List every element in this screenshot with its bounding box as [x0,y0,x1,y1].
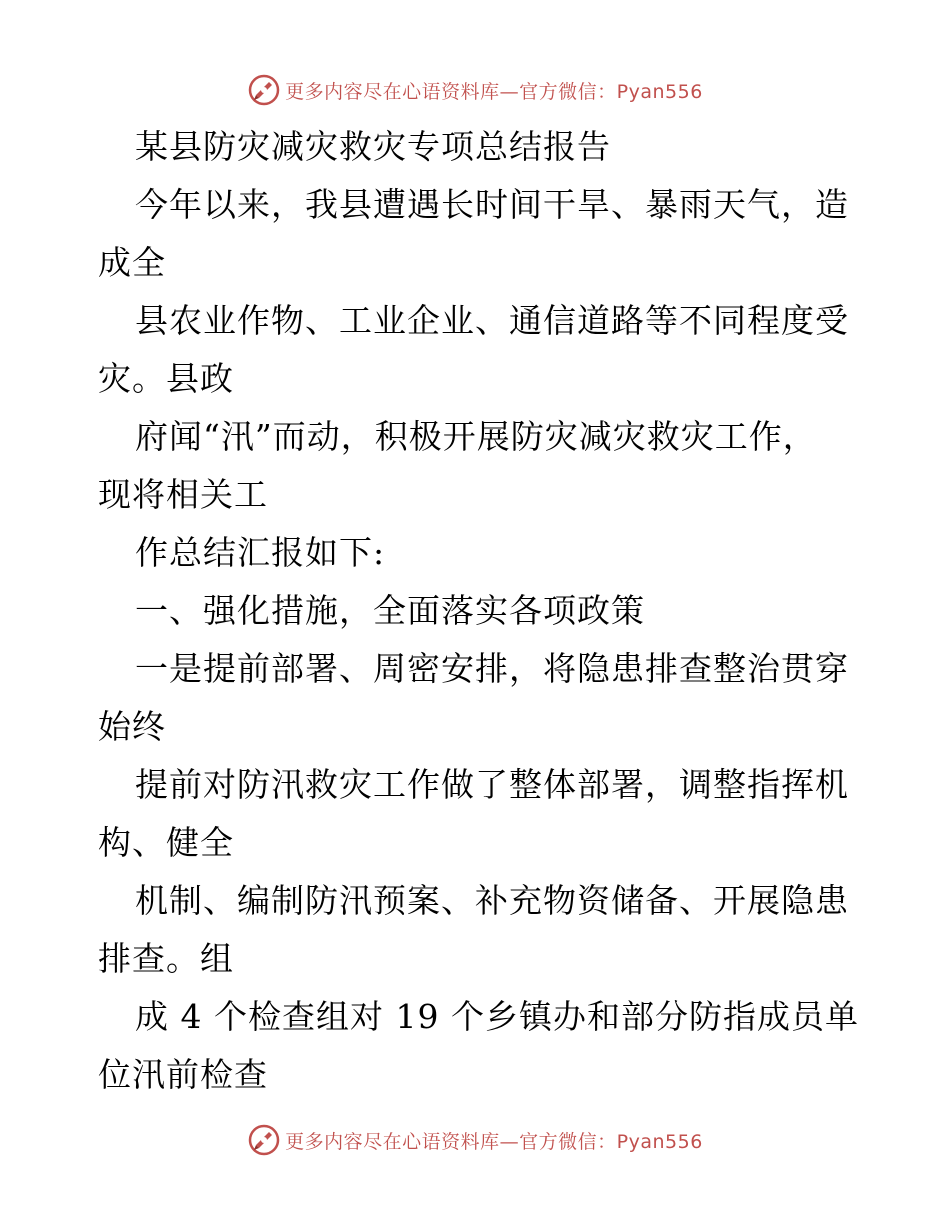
footer-watermark [0,1120,950,1160]
document-line: 灾。县政 [98,359,234,398]
document-line: 作总结汇报如下: [135,533,386,572]
document-line: 提前对防汛救灾工作做了整体部署，调整指挥机 [135,765,849,804]
document-line: 成 4 个检查组对 19 个乡镇办和部分防指成员单 [135,997,859,1036]
seal-logo-icon [247,1123,281,1157]
seal-logo-icon [247,73,281,107]
document-line: 机制、编制防汛预案、补充物资储备、开展隐患 [135,881,849,920]
document-line: 府闻“汛”而动，积极开展防灾减灾救灾工作， [135,417,817,456]
document-line: 今年以来，我县遭遇长时间干旱、暴雨天气，造 [135,185,849,224]
document-line: 县农业作物、工业企业、通信道路等不同程度受 [135,301,849,340]
document-line: 某县防灾减灾救灾专项总结报告 [135,127,611,166]
document-line: 现将相关工 [98,475,268,514]
watermark-text: 更多内容尽在心语资料库—官方微信：Pyan556 [285,80,703,103]
document-line: 成全 [98,243,166,282]
document-line: 始终 [98,707,166,746]
document-line: 一、强化措施，全面落实各项政策 [135,591,645,630]
document-line: 排查。组 [98,939,234,978]
document-body [98,118,858,1104]
document-line: 一是提前部署、周密安排，将隐患排查整治贯穿 [135,649,849,688]
watermark-text: 更多内容尽在心语资料库—官方微信：Pyan556 [285,1130,703,1153]
header-watermark [0,70,950,110]
document-line: 构、健全 [98,823,234,862]
document-line: 位汛前检查 [98,1055,268,1094]
